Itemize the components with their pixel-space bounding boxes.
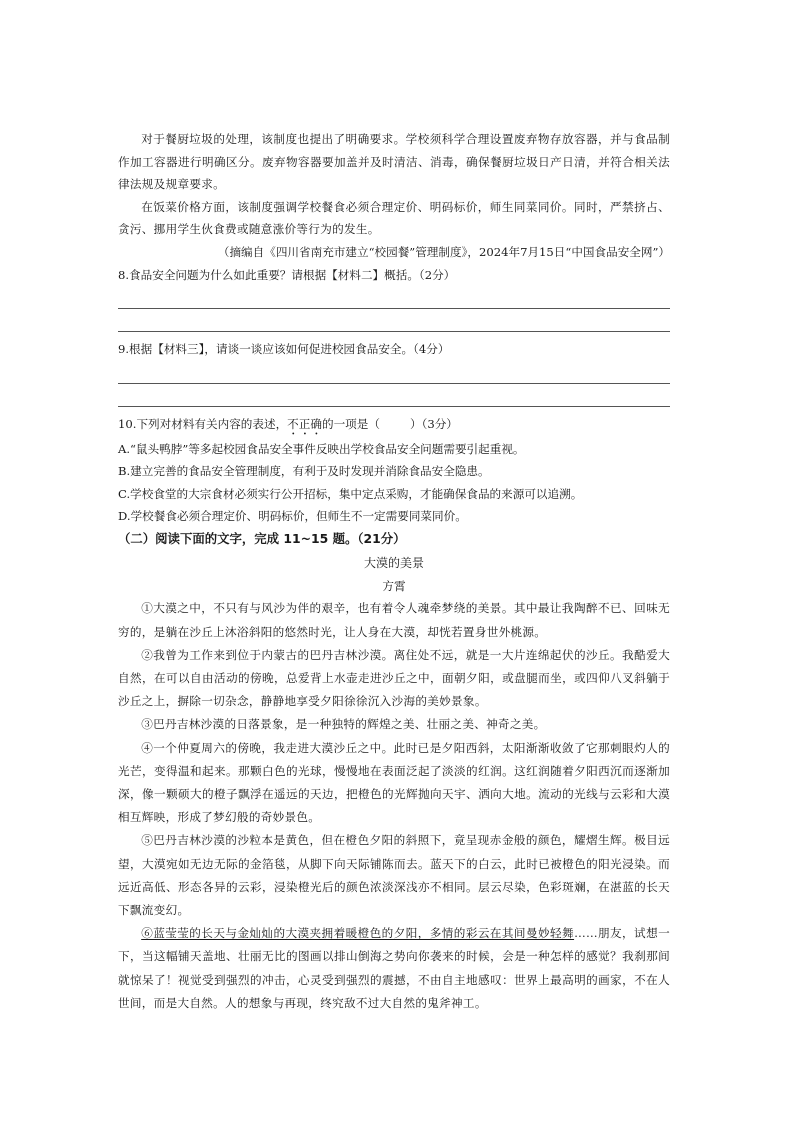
material-source: （摘编自《四川省南充市建立“校园餐”管理制度》，2024年7月15日“中国食品安全网”） [217,244,670,259]
essay-paragraph-2: ②我曾为工作来到位于内蒙古的巴丹吉林沙漠。离住处不远，就是一大片连绵起伏的沙丘。我酷爱大自然，在可以自由活动的傍晚，总爱背上水壶走进沙丘之中，面朝夕阳，或盘腿而坐，或四仰八叉斜躺于沙丘之上，摒除一切杂念，静静地享受夕阳徐徐沉入沙海的美妙景象。 [118,647,670,709]
essay-paragraph-5: ⑤巴丹吉林沙漠的沙粒本是黄色，但在橙色夕阳的斜照下，竟呈现赤金般的颜色，耀熠生辉。极目远望，大漠宛如无边无际的金箔毯，从脚下向天际铺陈而去。蓝天下的白云，此时已被橙色的阳光浸染。而远近高低、形态各异的云彩，浸染橙光后的颜色浓淡深浅亦不相同。层云尽染，色彩斑斓，在湛蓝的长天下飘流变幻。 [118,833,670,918]
section-heading: （二）阅读下面的文字，完成 11~15 题。（21分） [118,531,406,547]
answer-line-9a[interactable] [118,361,670,384]
essay-paragraph-6 [118,922,670,1015]
question-10-prefix: 10.下列对材料有关内容的表述， [118,416,288,431]
answer-line-8a[interactable] [118,286,670,309]
essay-paragraph-1: ①大漠之中，不只有与风沙为伴的艰辛，也有着令人魂牵梦绕的美景。其中最让我陶醉不已、回味无穷的，是躺在沙丘上沐浴斜阳的悠然时光，让人身在大漠，却恍若置身世外桃源。 [118,601,670,639]
essay-author: 方霄 [382,579,406,594]
material-paragraph-2: 在饭菜价格方面，该制度强调学校餐食必须合理定价、明码标价，师生同菜同价。同时，严禁挤占、贪污、挪用学生伙食费或随意涨价等行为的发生。 [118,199,670,237]
answer-line-8b[interactable] [118,309,670,332]
material-paragraph-1: 对于餐厨垃圾的处理，该制度也提出了明确要求。学校须科学合理设置废弃物存放容器，并与食品制作加工容器进行明确区分。废弃物容器要加盖并及时清洁、消毒，确保餐厨垃圾日产日清，并符合相关法律法规及规章要求。 [118,132,670,192]
essay-paragraph-6-rest: ……朋友，试想一下，当这幅铺天盖地、壮丽无比的图画以排山倒海之势向你袭来的时候，会是一种怎样的感觉？我刹那间就惊呆了！视觉受到强烈的冲击，心灵受到强烈的震撼，不由自主地感叹：世界上最高明的画家，不在人世间，而是大自然。人的想象与再现，终究敌不过大自然的鬼斧神工。 [118,926,670,1010]
essay-body [118,597,670,1015]
document-page [118,128,670,1015]
essay-title: 大漠的美景 [363,556,424,571]
option-d: D.学校餐食必须合理定价、明码标价，但师生不一定需要同菜同价。 [118,508,467,523]
answer-line-9b[interactable] [118,384,670,407]
question-10-emphasis: 不正确 [287,416,322,431]
question-9: 9.根据【材料三】，请谈一谈应该如何促进校园食品安全。（4分） [118,342,450,357]
essay-paragraph-4: ④一个仲夏周六的傍晚，我走进大漠沙丘之中。此时已是夕阳西斜，太阳渐渐收敛了它那刺眼灼人的光芒，变得温和起来。那颗白色的光球，慢慢地在表面泛起了淡淡的红润。这红润随着夕阳西沉而逐渐加深，像一颗硕大的橙子飘浮在遥远的天边，把橙色的光辉抛向天宇、洒向大地。流动的光线与云彩和大漠相互辉映，形成了梦幻般的奇妙景色。 [118,740,670,825]
essay-paragraph-3: ③巴丹吉林沙漠的日落景象，是一种独特的辉煌之美、壮丽之美、神奇之美。 [141,717,546,732]
question-8: 8.食品安全问题为什么如此重要？请根据【材料二】概括。（2分） [118,267,456,282]
essay-paragraph-6-underlined: ⑥蓝莹莹的长天与金灿灿的大漠夹拥着暖橙色的夕阳，多情的彩云在其间曼妙轻舞 [141,926,575,941]
option-a: A.“鼠头鸭脖”等多起校园食品安全事件反映出学校食品安全问题需要引起重视。 [118,441,525,456]
question-10-suffix: 的一项是（ [321,416,380,431]
option-b: B.建立完善的食品安全管理制度，有利于及时发现并消除食品安全隐患。 [118,464,490,479]
question-10-points: ）（3分） [409,416,458,431]
question-10 [118,413,670,438]
option-c: C.学校食堂的大宗食材必须实行公开招标，集中定点采购，才能确保食品的来源可以追溯。 [118,486,583,501]
